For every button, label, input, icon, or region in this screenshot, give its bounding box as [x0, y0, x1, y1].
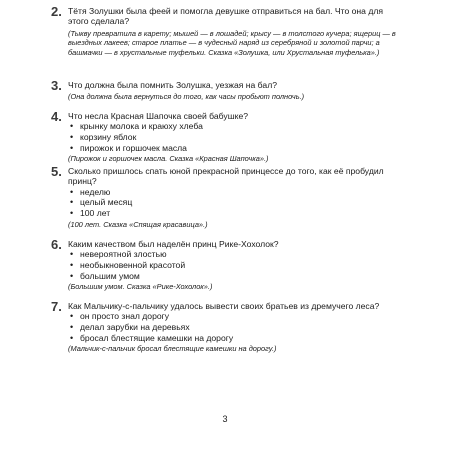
- answer-text: (Пирожок и горшочек масла. Сказка «Красная Шапочка».): [68, 154, 269, 164]
- options-list: [68, 249, 398, 281]
- question-4: [51, 109, 398, 164]
- option-item: • 100 лет: [68, 208, 398, 219]
- question-number: 5.: [51, 164, 62, 179]
- option-item: • невероятной злостью: [68, 249, 398, 260]
- answer-text: (Мальчик-с-пальчик бросал блестящие камешки на дорогу.): [68, 344, 277, 354]
- options-list: [68, 311, 398, 343]
- question-number: 6.: [51, 237, 62, 252]
- page-number: 3: [222, 414, 228, 424]
- question-text: Тётя Золушки была феей и помогла девушке отправиться на бал. Что она для этого сделала?: [68, 6, 384, 27]
- options-list: [68, 187, 398, 219]
- question-6: [51, 237, 398, 292]
- option-item: • делал зарубки на деревьях: [68, 322, 398, 333]
- option-item: • он просто знал дорогу: [68, 311, 398, 322]
- question-text: Сколько пришлось спать юной прекрасной принцессе до того, как её пробудил принц?: [68, 166, 384, 187]
- options-list: [68, 121, 398, 153]
- question-text: Каким качеством был наделён принц Рике-Хохолок?: [68, 239, 279, 249]
- option-item: • крынку молока и краюху хлеба: [68, 121, 398, 132]
- answer-text: (Большим умом. Сказка «Рике-Хохолок».): [68, 282, 213, 292]
- question-number: 4.: [51, 109, 62, 124]
- question-5: [51, 164, 398, 229]
- question-3: [51, 78, 398, 102]
- option-item: • корзину яблок: [68, 132, 398, 143]
- question-text: Что должна была помнить Золушка, уезжая на бал?: [68, 80, 277, 90]
- question-number: 7.: [51, 299, 62, 314]
- answer-text: (Тыкву превратила в карету; мышей — в лошадей; крысу — в толстого кучера; ящериц — в выездных лакеев; старое платье — в чудесный наряд из серебряной и золотой парчи; а башмачки — в хрустальные туфельки. Сказка «Золушка, или Хрустальная туфелька».): [68, 28, 396, 57]
- option-item: • большим умом: [68, 271, 398, 282]
- question-7: [51, 299, 398, 354]
- option-item: • бросал блестящие камешки на дорогу: [68, 333, 398, 344]
- option-item: • необыкновенной красотой: [68, 260, 398, 271]
- answer-text: (Она должна была вернуться до того, как часы пробьют полночь.): [68, 92, 305, 102]
- question-text: Что несла Красная Шапочка своей бабушке?: [68, 111, 249, 121]
- question-number: 3.: [51, 78, 62, 93]
- answer-text: (100 лет. Сказка «Спящая красавица».): [68, 219, 208, 229]
- option-item: • неделю: [68, 187, 398, 198]
- option-item: • целый месяц: [68, 197, 398, 208]
- question-text: Как Мальчику-с-пальчику удалось вывести своих братьев из дремучего леса?: [68, 301, 380, 311]
- option-item: • пирожок и горшочек масла: [68, 143, 398, 154]
- question-number: 2.: [51, 4, 62, 19]
- question-2: [51, 4, 398, 57]
